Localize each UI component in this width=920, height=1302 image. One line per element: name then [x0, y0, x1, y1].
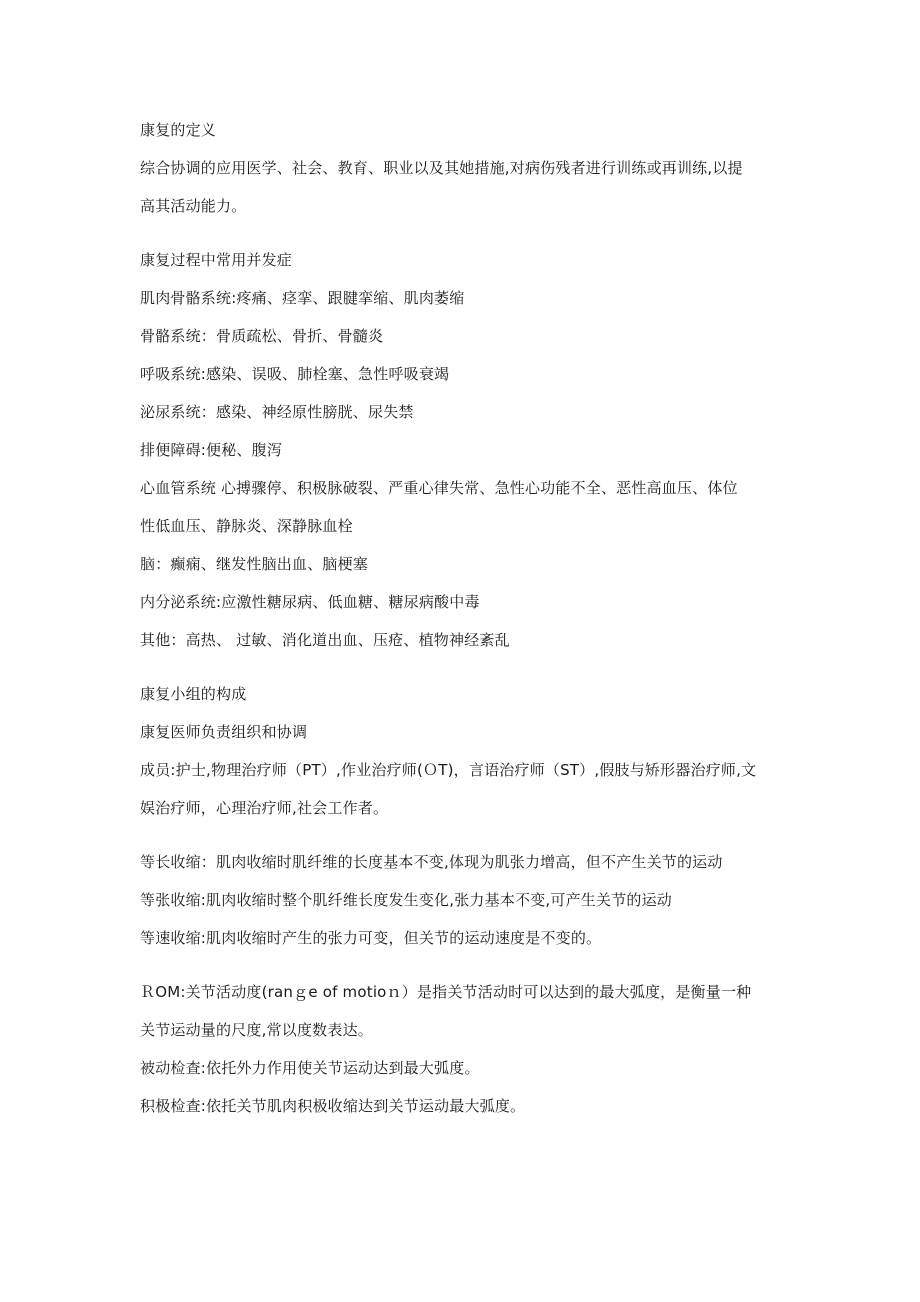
paragraph-line: 高其活动能力。 [140, 197, 247, 215]
section-contraction-types [140, 848, 790, 952]
list-item: 心血管系统 心搏骤停、积极脉破裂、严重心律失常、急性心功能不全、恶性高血压、体位 [140, 479, 738, 497]
section-rehab-definition [140, 116, 790, 220]
section-rom [140, 978, 790, 1120]
list-item: 脑：癫痫、继发性脑出血、脑梗塞 [140, 555, 369, 573]
definition-line: 关节运动量的尺度,常以度数表达。 [140, 1021, 373, 1039]
paragraph-line: 成员:护士,物理治疗师（PT）,作业治疗师(ＯT)，言语治疗师（ST）,假肢与矫形器治疗师,文 [140, 761, 757, 779]
list-item: 泌尿系统：感染、神经原性膀胱、尿失禁 [140, 403, 414, 421]
definition-line: 等张收缩:肌肉收缩时整个肌纤维长度发生变化,张力基本不变,可产生关节的运动 [140, 891, 672, 909]
list-item: 呼吸系统:感染、误吸、肺栓塞、急性呼吸衰竭 [140, 365, 450, 383]
list-item: 性低血压、静脉炎、深静脉血栓 [140, 517, 353, 535]
definition-line: 等长收缩：肌肉收缩时肌纤维的长度基本不变,体现为肌张力增高，但不产生关节的运动 [140, 853, 723, 871]
paragraph-line: 康复医师负责组织和协调 [140, 723, 308, 741]
section-heading: 康复的定义 [140, 121, 217, 139]
section-heading: 康复小组的构成 [140, 685, 247, 703]
paragraph-line: 综合协调的应用医学、社会、教育、职业以及其她措施,对病伤残者进行训练或再训练,以提 [140, 159, 743, 177]
list-item: 内分泌系统:应激性糖尿病、低血糖、糖尿病酸中毒 [140, 593, 480, 611]
paragraph-line: 娱治疗师，心理治疗师,社会工作者。 [140, 799, 389, 817]
definition-line: 被动检查:依托外力作用使关节运动达到最大弧度。 [140, 1059, 480, 1077]
definition-line: ＲOM:关节活动度(ranｇe of motioｎ）是指关节活动时可以达到的最大弧度，是衡量一种 [140, 983, 752, 1001]
definition-line: 等速收缩:肌肉收缩时产生的张力可变，但关节的运动速度是不变的。 [140, 929, 602, 947]
list-item: 肌肉骨骼系统:疼痛、痉挛、跟腱挛缩、肌肉萎缩 [140, 289, 465, 307]
section-complications [140, 246, 790, 654]
section-rehab-team [140, 680, 790, 822]
definition-line: 积极检查:依托关节肌肉积极收缩达到关节运动最大弧度。 [140, 1097, 526, 1115]
section-heading: 康复过程中常用并发症 [140, 251, 293, 269]
list-item: 排便障碍:便秘、腹泻 [140, 441, 283, 459]
document-page [140, 116, 790, 1130]
list-item: 骨骼系统：骨质疏松、骨折、骨髓炎 [140, 327, 384, 345]
list-item: 其他：高热、 过敏、消化道出血、压疮、植物神经紊乱 [140, 631, 510, 649]
